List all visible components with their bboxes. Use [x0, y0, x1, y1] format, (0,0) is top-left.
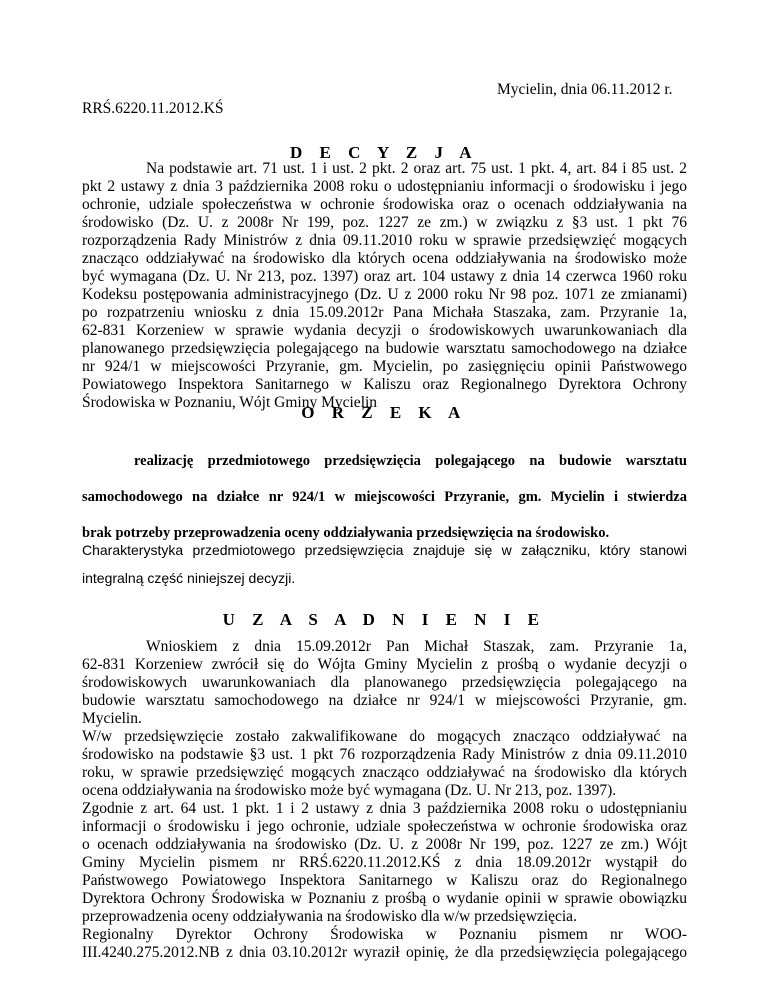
title-orzeka: O R Z E K A — [301, 403, 467, 422]
intro-line: po rozpatrzeniu wniosku z dnia 15.09.2012r Pana Michała Staszaka, zam. Przyranie 1a, — [82, 304, 687, 321]
justification-line: środowiskowych uwarunkowaniach dla planowanego przedsięwzięcia polegającego na — [82, 674, 687, 691]
intro-line: Na podstawie art. 71 ust. 1 i ust. 2 pkt. 2 oraz art. 75 ust. 1 pkt. 4, art. 84 i 85 ust. 2 — [146, 160, 687, 177]
justification-line: Zgodnie z art. 64 ust. 1 pkt. 1 i 2 ustawy z dnia 3 października 2008 roku o udostępnianiu — [82, 800, 687, 817]
intro-line: ochronie, udziale społeczeństwa w ochronie środowiska oraz o ocenach oddziaływania na — [82, 196, 687, 213]
justification-line: o ocenach oddziaływania na środowisko (Dz. U. z 2008r Nr 199, poz. 1227 ze zm.) Wójt — [82, 836, 687, 853]
justification-line: przeprowadzenia oceny oddziaływania na środowisko dla w/w przedsięwzięcia. — [82, 908, 577, 925]
characteristics-line: integralną część niniejszej decyzji. — [82, 570, 296, 586]
justification-line: III.4240.275.2012.NB z dnia 03.10.2012r wyraził opinię, że dla przedsięwzięcia polegającego — [82, 944, 687, 961]
justification-line: Mycielin. — [82, 710, 142, 727]
ruling-line: realizację przedmiotowego przedsięwzięcia polegającego na budowie warsztatu — [134, 453, 687, 469]
justification-line: roku, w sprawie przedsięwzięć mogących znacząco oddziaływać na środowisko dla których — [82, 764, 687, 781]
intro-paragraph — [82, 160, 687, 412]
justification-line: W/w przedsięwzięcie zostało zakwalifikowane do mogących znacząco oddziaływać na — [82, 728, 687, 745]
title-decision: D E C Y Z J A — [289, 143, 479, 162]
justification-line: środowisko na podstawie §3 ust. 1 pkt 76 rozporządzenia Rady Ministrów z dnia 09.11.2010 — [82, 746, 687, 763]
intro-line: znacząco oddziaływać na środowisko dla których ocena oddziaływania na środowisko może — [82, 250, 687, 267]
decision-date: Mycielin, dnia 06.11.2012 r. — [497, 81, 673, 98]
justification-line: ocena oddziaływania na środowisko może być wymagana (Dz. U. Nr 213, poz. 1397). — [82, 782, 617, 799]
characteristics-line: Charakterystyka przedmiotowego przedsięwzięcia znajduje się w załączniku, który stanowi — [82, 542, 687, 558]
justification-line: Dyrektora Ochrony Środowiska w Poznaniu z prośbą o wydanie opinii w sprawie obowiązku — [82, 890, 687, 907]
justification-line: 62-831 Korzeniew zwrócił się do Wójta Gminy Mycielin z prośbą o wydanie decyzji o — [82, 656, 687, 673]
intro-line: planowanego przedsięwzięcia polegającego na budowie warsztatu samochodowego na działce — [82, 340, 687, 357]
justification-line: Wnioskiem z dnia 15.09.2012r Pan Michał Staszak, zam. Przyranie 1a, — [146, 638, 687, 655]
justification-line: budowie warsztatu samochodowego na działce nr 924/1 w miejscowości Przyranie, gm. — [82, 692, 687, 709]
justification-line: Regionalny Dyrektor Ochrony Środowiska w Poznaniu pismem nr WOO- — [82, 926, 687, 943]
intro-line: być wymagana (Dz. U. Nr 213, poz. 1397) oraz art. 104 ustawy z dnia 14 czerwca 1960 roku — [82, 268, 687, 285]
intro-line: 62-831 Korzeniew w sprawie wydania decyzji o środowiskowych uwarunkowaniach dla — [82, 322, 687, 339]
ruling-line: brak potrzeby przeprowadzenia oceny oddziaływania przedsięwzięcia na środowisko. — [82, 525, 610, 541]
intro-line: Kodeksu postępowania administracyjnego (Dz. U z 2000 roku Nr 98 poz. 1071 ze zmianami) — [82, 286, 687, 303]
intro-line: nr 924/1 w miejscowości Przyranie, gm. Mycielin, po zasięgnięciu opinii Państwowego — [82, 358, 687, 375]
intro-line: rozporządzenia Rady Ministrów z dnia 09.11.2010 roku w sprawie przedsięwzięć mogących — [82, 232, 687, 249]
title-uzasadnienie: U Z A S A D N I E N I E — [222, 610, 546, 629]
intro-line: środowisko (Dz. U. z 2008r Nr 199, poz. 1227 ze zm.) w związku z §3 ust. 1 pkt 76 — [82, 214, 687, 231]
justification-line: informacji o środowisku i jego ochronie, udziale społeczeństwa w ochronie środowiska oraz — [82, 818, 687, 835]
justification-paragraph — [82, 638, 687, 962]
ruling-line: samochodowego na działce nr 924/1 w miejscowości Przyranie, gm. Mycielin i stwierdza — [82, 489, 687, 505]
intro-line: Środowiska w Poznaniu, Wójt Gminy Mycielin — [82, 394, 378, 411]
intro-line: pkt 2 ustawy z dnia 3 października 2008 roku o udostępnianiu informacji o środowisku i jego — [82, 178, 687, 195]
justification-line: Gminy Mycielin pismem nr RRŚ.6220.11.2012.KŚ z dnia 18.09.2012r wystąpił do — [82, 854, 687, 871]
justification-line: Państwowego Powiatowego Inspektora Sanitarnego w Kaliszu oraz do Regionalnego — [82, 872, 687, 889]
reference-number: RRŚ.6220.11.2012.KŚ — [82, 100, 224, 117]
intro-line: Powiatowego Inspektora Sanitarnego w Kaliszu oraz Regionalnego Dyrektora Ochrony — [82, 376, 687, 393]
characteristics-paragraph — [82, 541, 687, 597]
